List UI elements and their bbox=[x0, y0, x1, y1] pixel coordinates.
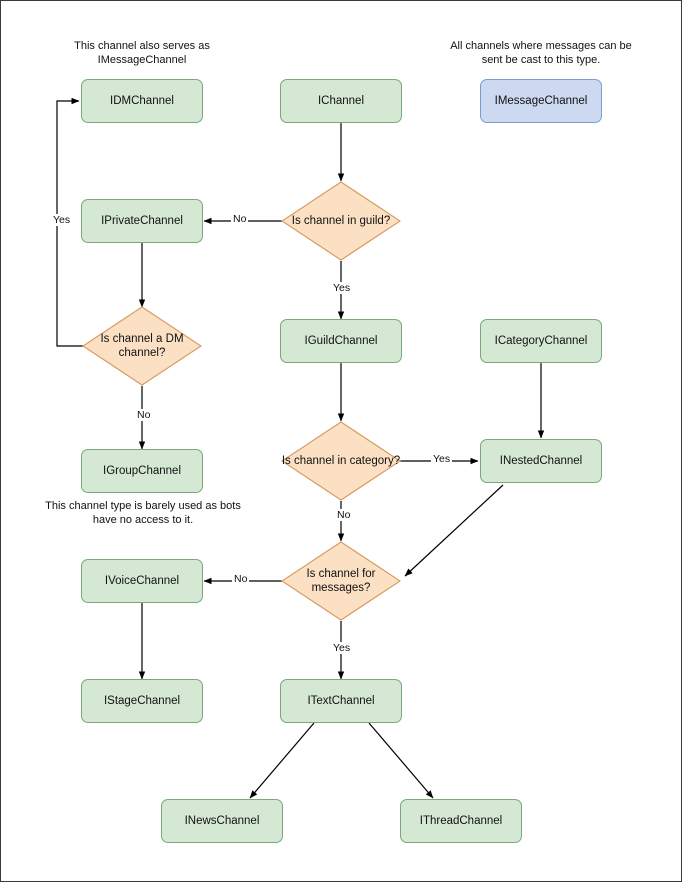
node-is-channel-in-guild[interactable] bbox=[281, 181, 401, 261]
node-label: Is channel a DM channel? bbox=[100, 332, 184, 359]
node-inestedchannel[interactable]: INestedChannel bbox=[480, 439, 602, 483]
node-idmchannel[interactable]: IDMChannel bbox=[81, 79, 203, 123]
edge-label-category-yes: Yes bbox=[433, 453, 451, 465]
note-message-channel: All channels where messages can be sent be cast to this type. bbox=[450, 40, 632, 67]
edge-label-dm-yes: Yes bbox=[53, 214, 71, 226]
edge-label-category-no: No bbox=[337, 509, 351, 521]
node-label: Is channel for messages? bbox=[306, 567, 376, 594]
node-is-channel-a-dm-channel[interactable] bbox=[82, 306, 202, 386]
node-iguildchannel[interactable]: IGuildChannel bbox=[280, 319, 402, 363]
note-group-channel: This channel type is barely used as bots have no access to it. bbox=[45, 500, 241, 527]
node-igroupchannel[interactable]: IGroupChannel bbox=[81, 449, 203, 493]
node-ivoicechannel[interactable]: IVoiceChannel bbox=[81, 559, 203, 603]
node-label: Is channel in guild? bbox=[291, 214, 391, 227]
node-is-channel-in-category[interactable] bbox=[281, 421, 401, 501]
node-icategorychannel[interactable]: ICategoryChannel bbox=[480, 319, 602, 363]
node-istagechannel[interactable]: IStageChannel bbox=[81, 679, 203, 723]
node-imessagechannel[interactable]: IMessageChannel bbox=[480, 79, 602, 123]
node-itextchannel[interactable]: ITextChannel bbox=[280, 679, 402, 723]
node-iprivatechannel[interactable]: IPrivateChannel bbox=[81, 199, 203, 243]
note-dm-channel: This channel also serves as IMessageChannel bbox=[74, 40, 210, 67]
edge-label-guild-no: No bbox=[233, 213, 247, 225]
edge-label-dm-no: No bbox=[137, 409, 151, 421]
edge-label-guild-yes: Yes bbox=[333, 282, 351, 294]
node-ichannel[interactable]: IChannel bbox=[280, 79, 402, 123]
node-label: Is channel in category? bbox=[281, 454, 401, 467]
node-is-channel-for-messages[interactable] bbox=[281, 541, 401, 621]
node-ithreadchannel[interactable]: IThreadChannel bbox=[400, 799, 522, 843]
edge-label-messages-no: No bbox=[234, 573, 248, 585]
node-inewschannel[interactable]: INewsChannel bbox=[161, 799, 283, 843]
edge-label-messages-yes: Yes bbox=[333, 642, 351, 654]
